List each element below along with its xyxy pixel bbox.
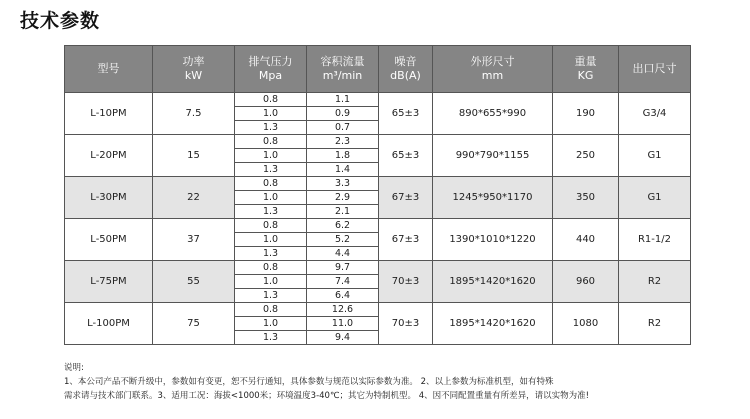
cell-pressure: 1.0 [235,149,307,163]
header-outlet: 出口尺寸 [619,46,691,93]
spec-table [64,45,691,345]
cell-pressure: 0.8 [235,93,307,107]
cell-flow: 12.6 [307,303,379,317]
cell-size: 1895*1420*1620 [433,261,553,303]
cell-flow: 2.9 [307,191,379,205]
cell-size: 890*655*990 [433,93,553,135]
cell-noise: 70±3 [379,303,433,345]
cell-model: L-75PM [65,261,153,303]
cell-pressure: 1.3 [235,331,307,345]
cell-pressure: 1.0 [235,317,307,331]
header-flow: 容积流量 m³/min [307,46,379,93]
cell-power: 37 [153,219,235,261]
header-size: 外形尺寸 mm [433,46,553,93]
cell-pressure: 0.8 [235,303,307,317]
cell-pressure: 0.8 [235,219,307,233]
notes-line-1: 1、本公司产品不断升级中，参数如有变更，恕不另行通知，具体参数与规范以实际参数为准。 2、以上参数为标准机型，如有特殊 [64,377,554,387]
notes-line-2: 需求请与技术部门联系。3、适用工况：海拔<1000米；环境温度3-40℃；其它为特制机型。 4、因不同配置重量有所差异，请以实物为准! [64,391,590,401]
header-pressure: 排气压力 Mpa [235,46,307,93]
cell-model: L-10PM [65,93,153,135]
cell-weight: 960 [553,261,619,303]
cell-flow: 0.9 [307,107,379,121]
cell-size: 1390*1010*1220 [433,219,553,261]
cell-outlet: G1 [619,177,691,219]
cell-pressure: 1.3 [235,163,307,177]
cell-noise: 67±3 [379,219,433,261]
cell-model: L-50PM [65,219,153,261]
cell-pressure: 1.3 [235,247,307,261]
cell-flow: 1.1 [307,93,379,107]
cell-size: 1895*1420*1620 [433,303,553,345]
cell-flow: 6.4 [307,289,379,303]
cell-outlet: G3/4 [619,93,691,135]
notes [64,361,684,403]
cell-flow: 2.3 [307,135,379,149]
cell-pressure: 0.8 [235,135,307,149]
cell-weight: 350 [553,177,619,219]
cell-noise: 65±3 [379,135,433,177]
cell-flow: 4.4 [307,247,379,261]
cell-power: 55 [153,261,235,303]
cell-weight: 1080 [553,303,619,345]
cell-outlet: R2 [619,261,691,303]
cell-pressure: 1.0 [235,233,307,247]
cell-outlet: R1-1/2 [619,219,691,261]
cell-model: L-100PM [65,303,153,345]
cell-pressure: 1.0 [235,107,307,121]
cell-flow: 6.2 [307,219,379,233]
cell-pressure: 1.3 [235,289,307,303]
cell-size: 1245*950*1170 [433,177,553,219]
cell-noise: 67±3 [379,177,433,219]
cell-flow: 2.1 [307,205,379,219]
cell-flow: 7.4 [307,275,379,289]
cell-outlet: R2 [619,303,691,345]
cell-model: L-30PM [65,177,153,219]
page-title: 技术参数 [20,10,101,32]
cell-flow: 3.3 [307,177,379,191]
cell-power: 75 [153,303,235,345]
cell-model: L-20PM [65,135,153,177]
cell-flow: 5.2 [307,233,379,247]
header-noise: 噪音 dB(A) [379,46,433,93]
cell-noise: 65±3 [379,93,433,135]
cell-flow: 1.4 [307,163,379,177]
cell-pressure: 1.3 [235,205,307,219]
header-power: 功率 kW [153,46,235,93]
cell-pressure: 1.3 [235,121,307,135]
cell-pressure: 0.8 [235,177,307,191]
cell-weight: 190 [553,93,619,135]
cell-pressure: 0.8 [235,261,307,275]
cell-flow: 9.7 [307,261,379,275]
table-row [65,93,691,107]
table-row [65,135,691,149]
cell-flow: 9.4 [307,331,379,345]
cell-pressure: 1.0 [235,191,307,205]
header-row [65,46,691,93]
header-model: 型号 [65,46,153,93]
cell-size: 990*790*1155 [433,135,553,177]
cell-flow: 0.7 [307,121,379,135]
cell-power: 22 [153,177,235,219]
header-weight: 重量 KG [553,46,619,93]
table-row [65,261,691,275]
cell-outlet: G1 [619,135,691,177]
table-row [65,219,691,233]
cell-power: 15 [153,135,235,177]
table-row [65,177,691,191]
cell-pressure: 1.0 [235,275,307,289]
cell-power: 7.5 [153,93,235,135]
cell-flow: 1.8 [307,149,379,163]
table-row [65,303,691,317]
notes-heading: 说明: [64,363,84,373]
cell-weight: 440 [553,219,619,261]
cell-noise: 70±3 [379,261,433,303]
cell-weight: 250 [553,135,619,177]
cell-flow: 11.0 [307,317,379,331]
